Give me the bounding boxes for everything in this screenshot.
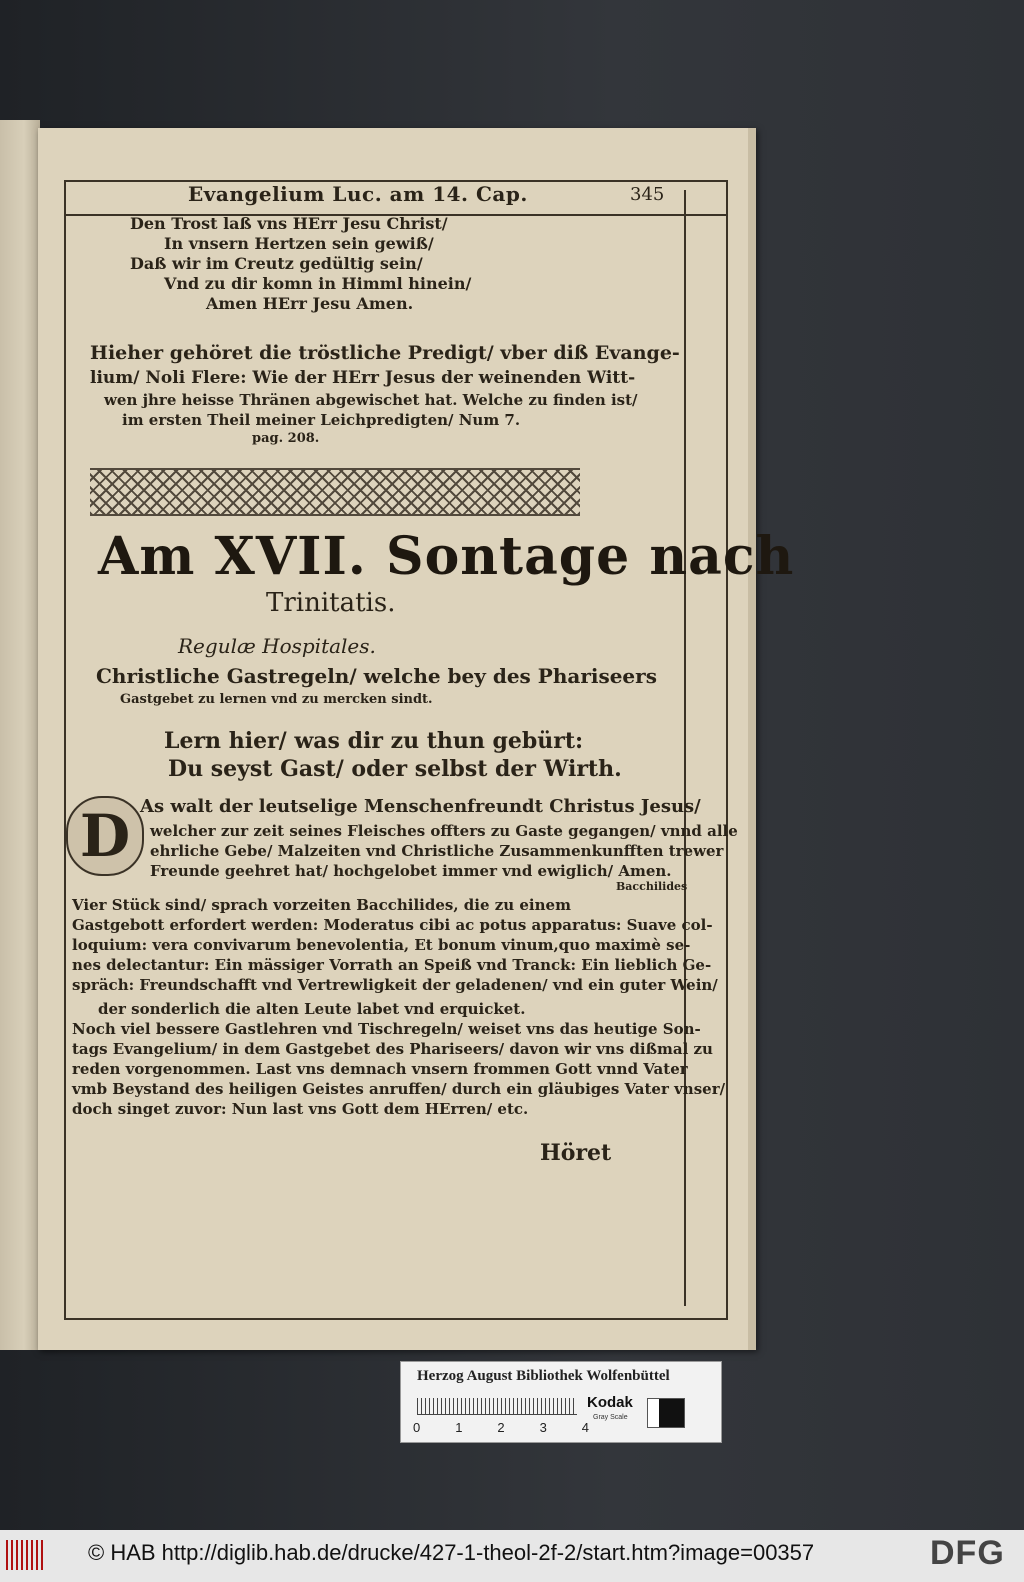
verse-line: Amen HErr Jesu Amen.: [206, 294, 414, 313]
book-page: [38, 128, 795, 1350]
section-title: Am XVII. Sontage nach: [98, 526, 795, 587]
catchword: Höret: [540, 1140, 612, 1166]
body-line: spräch: Freundschafft vnd Vertrewligkeit der geladenen/ vnd ein guter Wein/: [72, 976, 718, 994]
subtitle-line2: Gastgebet zu lernen vnd zu mercken sindt.: [120, 692, 433, 707]
ruler-number: 0: [413, 1420, 421, 1435]
body-line: Noch viel bessere Gastlehren vnd Tischregeln/ weiset vns das heutige Son-: [72, 1020, 701, 1038]
margin-note: Bacchilides: [616, 880, 688, 893]
scale-ruler: [417, 1398, 577, 1415]
ruler-numbers: [413, 1420, 589, 1435]
library-name: Herzog August Bibliothek Wolfenbüttel: [417, 1368, 670, 1384]
note-line: lium/ Noli Flere: Wie der HErr Jesus der weinenden Witt-: [90, 368, 636, 388]
decorated-initial: D: [66, 796, 144, 876]
ornament-band: [90, 468, 580, 516]
body-line: loquium: vera convivarum benevolentia, Et bonum vinum,quo maximè se-: [72, 936, 691, 954]
margin-rule: [684, 190, 686, 1306]
footer-bar: [0, 1530, 1024, 1582]
running-head: Evangelium Luc. am 14. Cap.: [188, 182, 528, 206]
subtitle: Christliche Gastregeln/ welche bey des Phariseers: [96, 664, 657, 688]
gray-scale-label: Gray Scale: [593, 1414, 628, 1421]
body-line: tags Evangelium/ in dem Gastgebet des Phariseers/ davon wir vns dißmal zu: [72, 1040, 713, 1058]
page-number: 345: [630, 184, 665, 205]
body-line: As walt der leutselige Menschenfreundt Christus Jesus/: [140, 796, 701, 817]
note-line: Hieher gehöret die tröstliche Predigt/ vber diß Evange-: [90, 342, 680, 364]
body-line: doch singet zuvor: Nun last vns Gott dem HErren/ etc.: [72, 1100, 529, 1118]
note-line: pag. 208.: [252, 431, 320, 446]
kodak-logo: Kodak: [587, 1394, 633, 1411]
barcode-icon: [6, 1540, 46, 1570]
copyright-url[interactable]: © HAB http://diglib.hab.de/drucke/427-1-theol-2f-2/start.htm?image=00357: [88, 1540, 815, 1565]
body-line: nes delectantur: Ein mässiger Vorrath an Speiß vnd Tranck: Ein lieblich Ge-: [72, 956, 712, 974]
body-line: Vier Stück sind/ sprach vorzeiten Bacchilides, die zu einem: [72, 896, 571, 914]
ruler-number: 4: [581, 1420, 589, 1435]
verse-line: Daß wir im Creutz gedültig sein/: [130, 254, 423, 273]
motto-line: Lern hier/ was dir zu thun gebürt:: [164, 728, 584, 754]
note-line: wen jhre heisse Thränen abgewischet hat. Welche zu finden ist/: [104, 391, 638, 409]
section-title-line2: Trinitatis.: [266, 588, 396, 618]
previous-page-edge: [0, 120, 40, 1350]
ruler-number: 2: [497, 1420, 505, 1435]
body-line: der sonderlich die alten Leute labet vnd erquicket.: [98, 1000, 526, 1018]
library-color-card: [400, 1361, 722, 1443]
body-line: welcher zur zeit seines Fleisches offters zu Gaste gegangen/ vnnd alle: [150, 822, 738, 840]
gray-scale-swatch: [647, 1398, 685, 1428]
verse-line: Vnd zu dir komn in Himml hinein/: [164, 274, 472, 293]
body-line: Freunde geehret hat/ hochgelobet immer vnd ewiglich/ Amen.: [150, 862, 672, 880]
page-edge: [748, 128, 756, 1350]
motto-line: Du seyst Gast/ oder selbst der Wirth.: [168, 756, 622, 782]
ruler-number: 3: [539, 1420, 547, 1435]
dfg-logo: DFG: [930, 1534, 1005, 1572]
verse-line: In vnsern Hertzen sein gewiß/: [164, 234, 434, 253]
body-line: Gastgebott erfordert werden: Moderatus cibi ac potus apparatus: Suave col-: [72, 916, 713, 934]
latin-subtitle: Regulæ Hospitales.: [178, 634, 376, 658]
ruler-number: 1: [455, 1420, 463, 1435]
note-line: im ersten Theil meiner Leichpredigten/ Num 7.: [122, 411, 521, 429]
body-line: vmb Beystand des heiligen Geistes anruffen/ durch ein gläubiges Vater vnser/: [72, 1080, 726, 1098]
body-line: reden vorgenommen. Last vns demnach vnsern frommen Gott vnnd Vater: [72, 1060, 688, 1078]
body-line: ehrliche Gebe/ Malzeiten vnd Christliche Zusammenkunfften trewer: [150, 842, 724, 860]
verse-line: Den Trost laß vns HErr Jesu Christ/: [130, 214, 448, 233]
